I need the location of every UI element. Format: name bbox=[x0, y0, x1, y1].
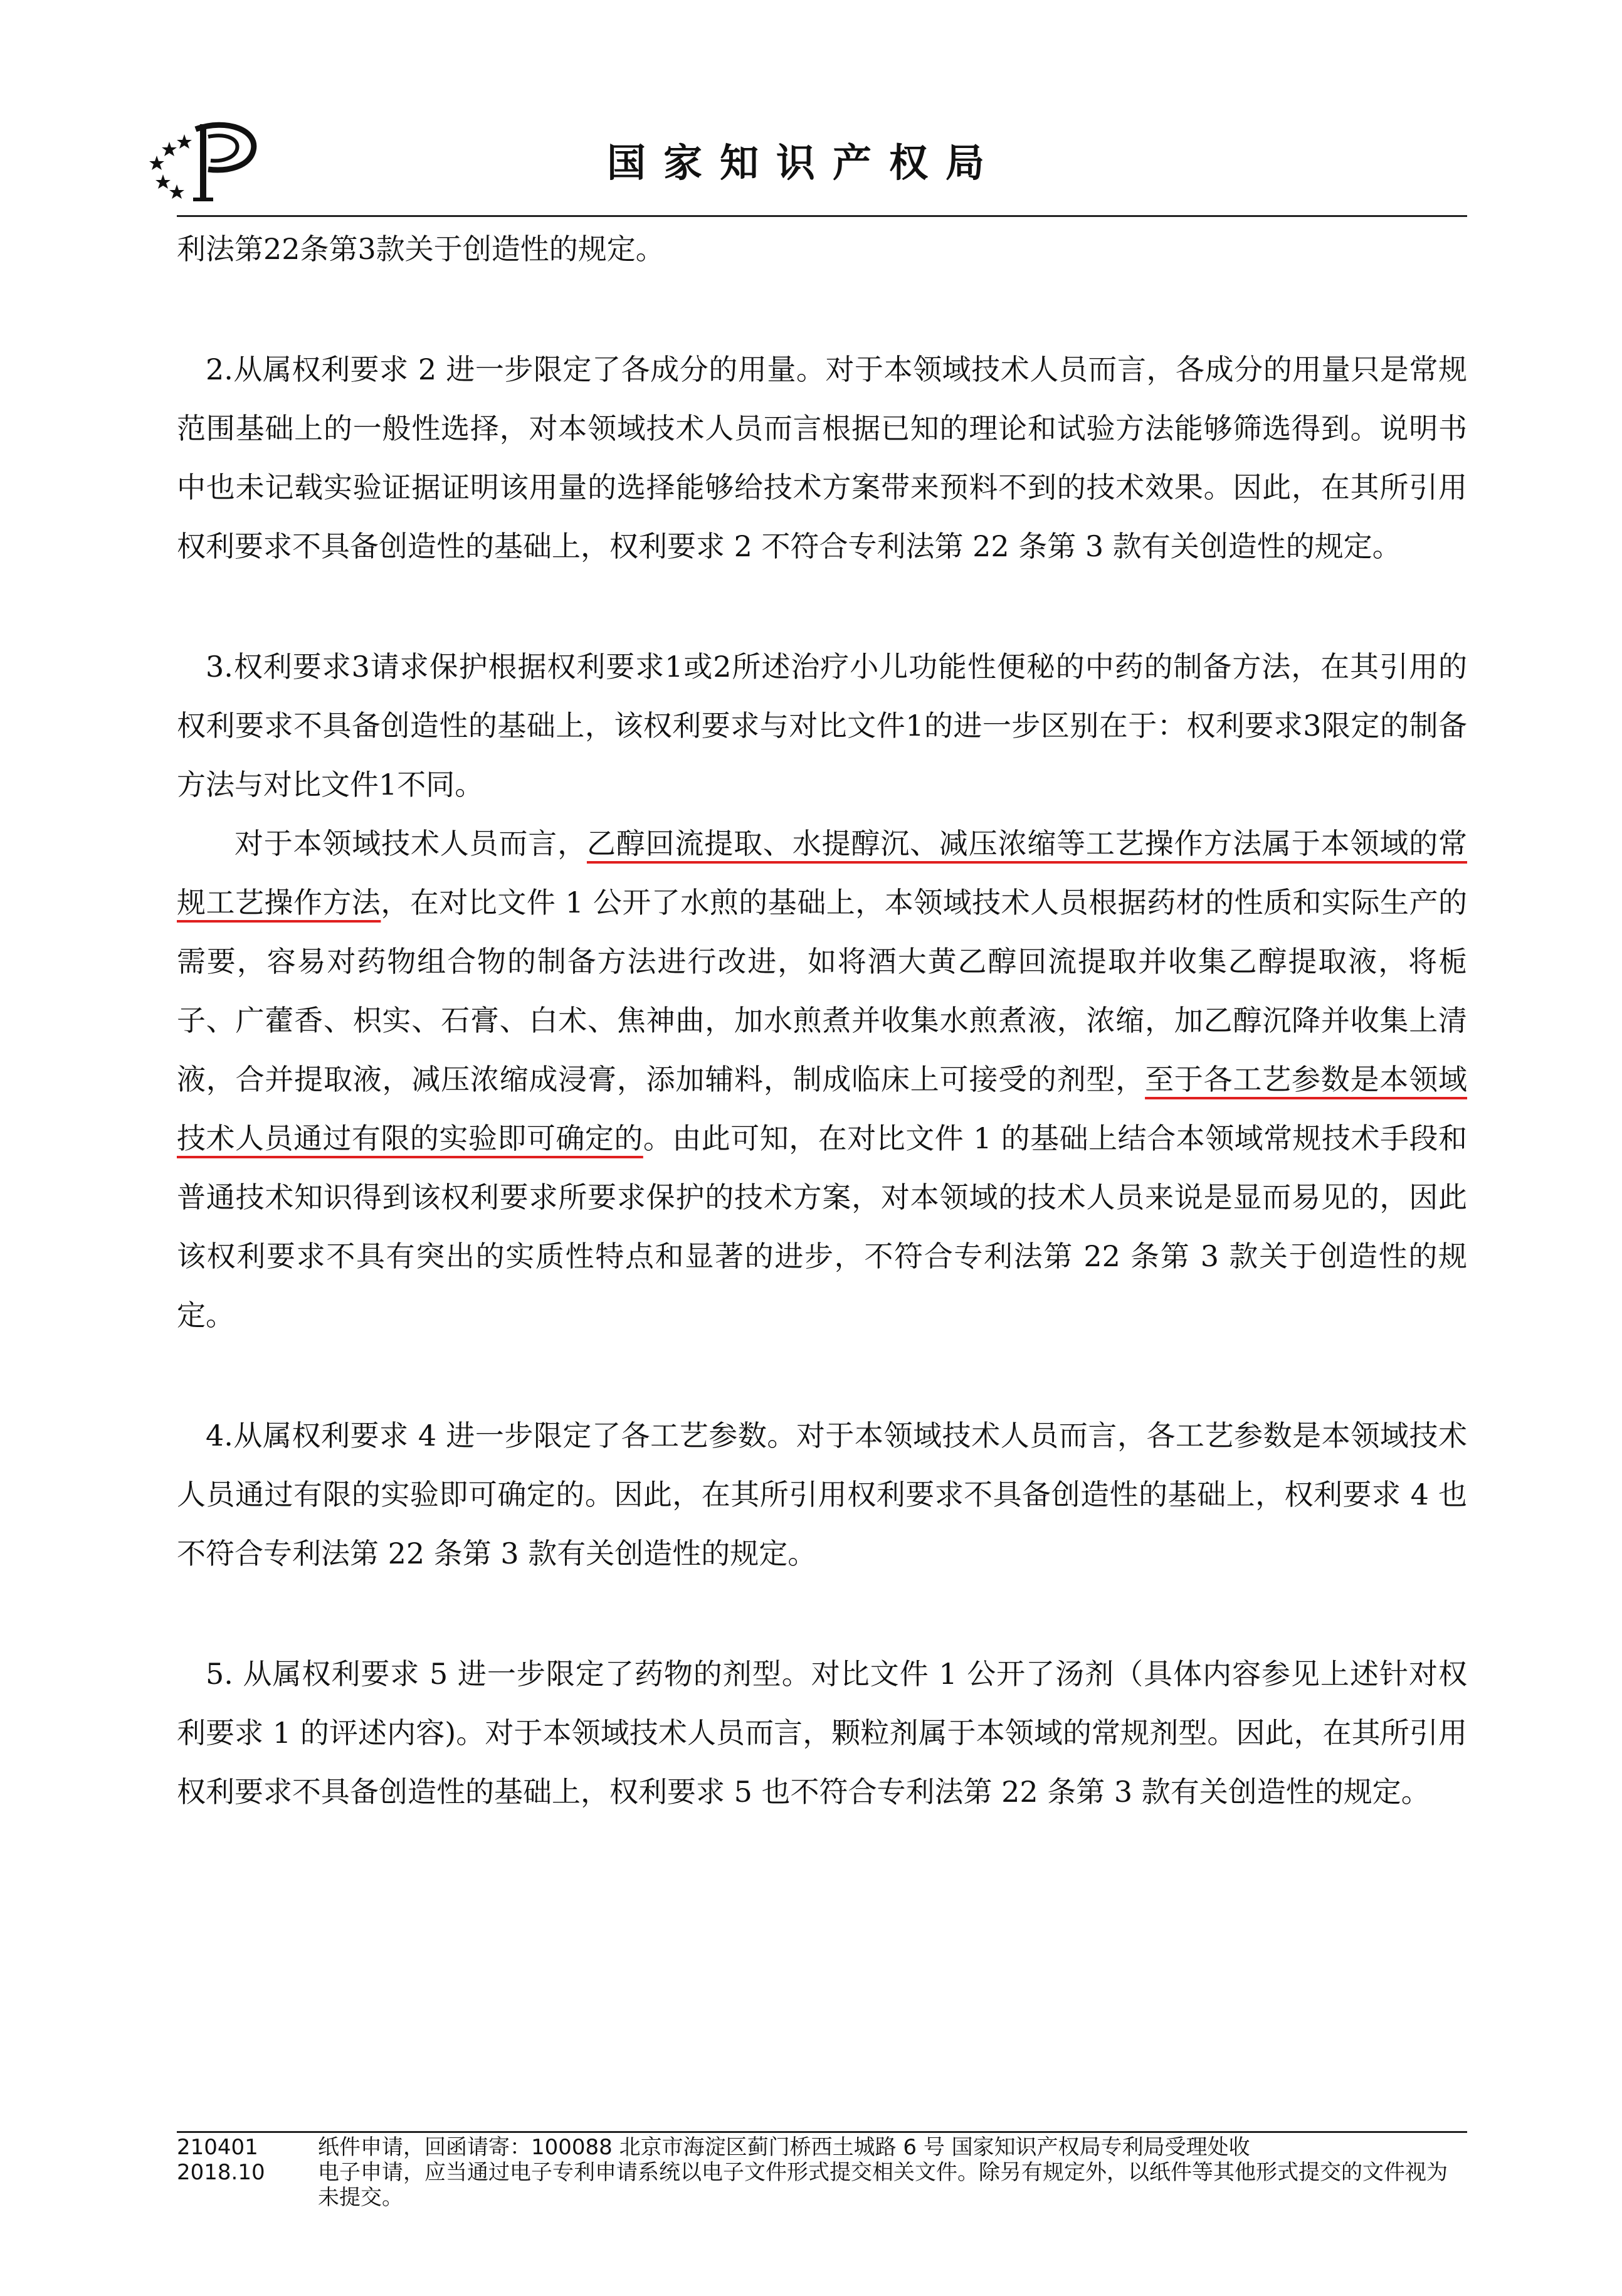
form-code: 210401 bbox=[177, 2135, 258, 2160]
underlined-conventional-process: 乙醇回流提取、水提醇沉、减压浓缩等工艺操作方法属于本领域的常规工艺操作方法 bbox=[177, 827, 1468, 919]
cnipa-logo bbox=[145, 112, 271, 206]
paragraph-claim-3: 3.权利要求3请求保护根据权利要求1或2所述治疗小儿功能性便秘的中药的制备方法，在其引用的权利要求不具备创造性的基础上，该权利要求与对比文件1的进一步区别在于：权利要求3限定的制备方法与对比文件1不同。 bbox=[177, 650, 1467, 801]
form-version: 2018.10 bbox=[177, 2160, 265, 2185]
footer-divider bbox=[177, 2131, 1467, 2133]
paragraph-claim-3-analysis bbox=[177, 814, 1467, 1345]
analysis-text-1: 对于本领域技术人员而言， bbox=[234, 827, 587, 860]
document-body bbox=[177, 220, 1467, 1821]
electronic-filing-note: 电子申请，应当通过电子专利申请系统以电子文件形式提交相关文件。除另有规定外，以纸件等其他形式提交的文件视为未提交。 bbox=[318, 2160, 1448, 2210]
analysis-text-2: ，在对比文件 1 公开了水煎的基础上，本领域技术人员根据药材的性质和实际生产的需要，容易对药物组合物的制备方法进行改进，如将酒大黄乙醇回流提取并收集乙醇提取液，将栀子、广藿香、枳实、石膏、白术、焦神曲，加水煎煮并收集水煎煮液，浓缩，加乙醇沉降并收集上清液，合并提取液，减压浓缩成浸膏，添加辅料，制成临床上可接受的剂型， bbox=[177, 886, 1467, 1096]
paragraph-continuation: 利法第22条第3款关于创造性的规定。 bbox=[177, 232, 665, 266]
paragraph-claim-5: 5. 从属权利要求 5 进一步限定了药物的剂型。对比文件 1 公开了汤剂（具体内容参见上述针对权利要求 1 的评述内容)。对于本领域技术人员而言，颗粒剂属于本领域的常规剂型。因此，在其所引用权利要求不具备创造性的基础上，权利要求 5 也不符合专利法第 22 条第 3 款有关创造性的规定。 bbox=[177, 1657, 1467, 1809]
paragraph-claim-4: 4.从属权利要求 4 进一步限定了各工艺参数。对于本领域技术人员而言，各工艺参数是本领域技术人员通过有限的实验即可确定的。因此，在其所引用权利要求不具备创造性的基础上，权利要求 4 也不符合专利法第 22 条第 3 款有关创造性的规定。 bbox=[177, 1419, 1467, 1570]
paragraph-claim-2: 2.从属权利要求 2 进一步限定了各成分的用量。对于本领域技术人员而言，各成分的用量只是常规范围基础上的一般性选择，对本领域技术人员而言根据已知的理论和试验方法能够筛选得到。说明书中也未记载实验证据证明该用量的选择能够给技术方案带来预料不到的技术效果。因此，在其所引用权利要求不具备创造性的基础上，权利要求 2 不符合专利法第 22 条第 3 款有关创造性的规定。 bbox=[177, 352, 1467, 563]
analysis-text-3: 。由此可知，在对比文件 1 的基础上结合本领域常规技术手段和普通技术知识得到该权利要求所要求保护的技术方案，对本领域的技术人员来说是显而易见的，因此该权利要求不具有突出的实质性特点和显著的进步，不符合专利法第 22 条第 3 款关于创造性的规定。 bbox=[177, 1121, 1467, 1332]
header-divider bbox=[177, 215, 1467, 217]
underlined-process-parameters: 至于各工艺参数是本领域技术人员通过有限的实验即可确定的 bbox=[177, 1062, 1468, 1155]
paper-filing-note: 纸件申请，回函请寄：100088 北京市海淀区蓟门桥西土城路 6 号 国家知识产权局专利局受理处收 bbox=[318, 2135, 1250, 2160]
organization-name: 国家知识产权局 bbox=[607, 140, 1003, 186]
footer bbox=[177, 2135, 1467, 2210]
